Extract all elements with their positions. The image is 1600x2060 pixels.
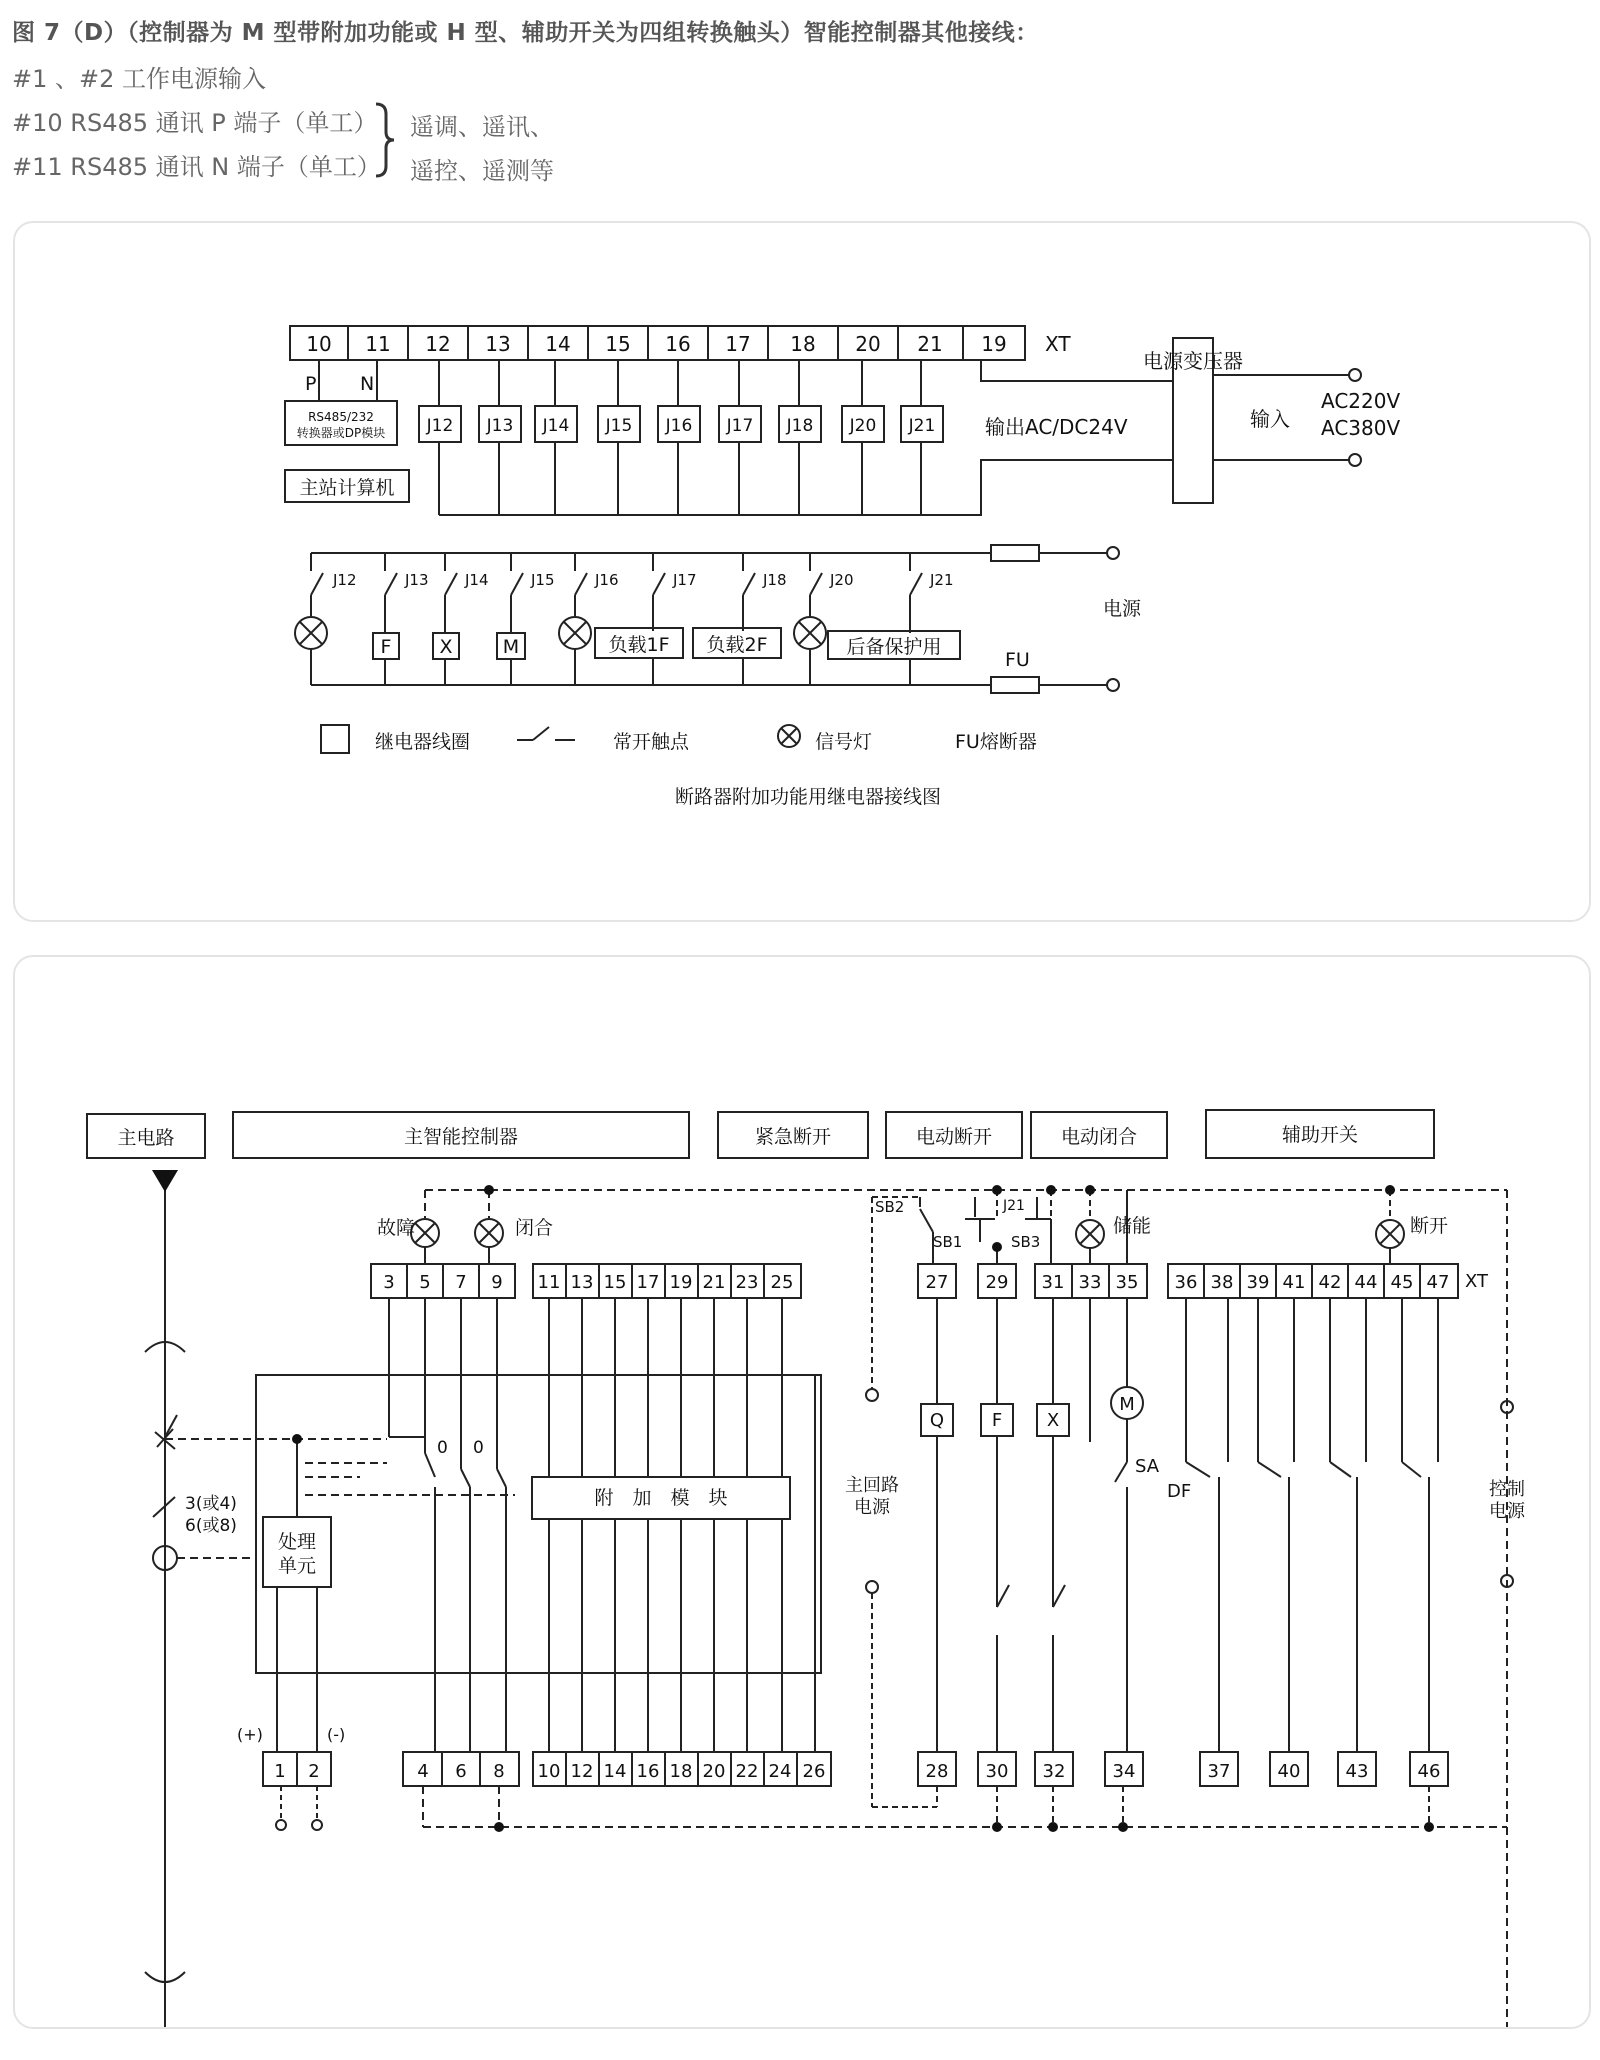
x-coil-label: X — [1046, 1410, 1060, 1431]
terminal-label: 2 — [308, 1761, 320, 1782]
terminal-label: 14 — [545, 332, 571, 356]
relay-coil-label: J18 — [786, 416, 814, 436]
brace-icon — [370, 100, 400, 180]
terminal-label: 19 — [669, 1272, 693, 1293]
transformer-label-text: 电源变压器 — [1143, 349, 1243, 373]
relay-coil-label: J14 — [542, 416, 570, 436]
emergency-off-label: 紧急断开 — [754, 1126, 832, 1148]
main-circuit-label: 主电路 — [117, 1127, 175, 1149]
header-line-1: #1 、#2 工作电源输入 — [12, 65, 267, 93]
terminal-label: 16 — [636, 1761, 660, 1782]
n-label: N — [360, 373, 375, 395]
relay-wiring-diagram — [15, 223, 1589, 920]
ct-label-1: 3(或4) — [185, 1494, 237, 1514]
sa-label: SA — [1135, 1456, 1160, 1477]
contact-label: J13 — [405, 571, 429, 589]
terminal-label: 38 — [1210, 1272, 1234, 1293]
relay-wiring-panel — [13, 221, 1591, 922]
brace-note-2: 遥控、遥测等 — [410, 157, 554, 185]
terminal-label: 6 — [455, 1761, 467, 1782]
load-f-label: F — [380, 636, 392, 658]
xt-label: XT — [1045, 332, 1071, 356]
terminal-label: 42 — [1318, 1272, 1342, 1293]
terminal-label: 34 — [1112, 1761, 1136, 1782]
relay-coil-label: J20 — [849, 416, 877, 436]
main-loop-power-label-2: 电源 — [854, 1497, 890, 1518]
terminal-label: 47 — [1426, 1272, 1450, 1293]
terminal-label: 40 — [1277, 1761, 1301, 1782]
terminal-label: 17 — [725, 332, 751, 356]
ac220-label: AC220V — [1321, 389, 1401, 413]
contact-label: J16 — [595, 571, 619, 589]
fault-label: 故障 — [377, 1217, 416, 1239]
terminal-label: 25 — [770, 1272, 794, 1293]
terminal-label: 11 — [365, 332, 391, 356]
sb3-label: SB3 — [1011, 1233, 1041, 1251]
relay-coil-label: J13 — [486, 416, 514, 436]
relay-coil-label: J12 — [426, 416, 454, 436]
controller-wiring-panel — [13, 955, 1591, 2029]
terminal-label: 43 — [1345, 1761, 1369, 1782]
terminal-label: 7 — [455, 1272, 467, 1293]
terminal-label: 20 — [702, 1761, 726, 1782]
terminal-label: 5 — [419, 1272, 431, 1293]
zero-label: 0 — [437, 1438, 448, 1458]
aux-switch-label: 辅助开关 — [1281, 1124, 1359, 1146]
master-computer-label: 主站计算机 — [299, 477, 395, 499]
terminal-label: 3 — [383, 1272, 395, 1293]
ac380-label: AC380V — [1321, 416, 1401, 440]
terminal-label: 14 — [603, 1761, 627, 1782]
j21-label: J21 — [1003, 1198, 1025, 1214]
terminal-label: 23 — [735, 1272, 759, 1293]
terminal-label: 39 — [1246, 1272, 1270, 1293]
terminal-label: 18 — [669, 1761, 693, 1782]
f-coil-label: F — [991, 1410, 1003, 1431]
terminal-label: 17 — [636, 1272, 660, 1293]
input-label: 输入 — [1250, 407, 1290, 431]
xt-label: XT — [1465, 1271, 1489, 1292]
contact-label: J18 — [763, 571, 787, 589]
terminal-label: 15 — [603, 1272, 627, 1293]
contact-label: J12 — [333, 571, 357, 589]
minus-label: (-) — [327, 1725, 346, 1744]
header-line-2: #10 RS485 通讯 P 端子（单工） — [12, 109, 378, 137]
terminal-label: 30 — [985, 1761, 1009, 1782]
contact-label: J21 — [930, 571, 954, 589]
legend-fuse-label: FU熔断器 — [955, 731, 1037, 753]
terminal-label: 26 — [802, 1761, 826, 1782]
terminal-label: 4 — [417, 1761, 429, 1782]
addon-module-label: 附 加 模 块 — [594, 1487, 728, 1509]
p-label: P — [305, 373, 317, 395]
terminal-label: 24 — [768, 1761, 792, 1782]
terminal-label: 20 — [855, 332, 881, 356]
legend-lamp-label: 信号灯 — [815, 731, 873, 753]
terminal-label: 10 — [306, 332, 332, 356]
legend-contact-label: 常开触点 — [613, 731, 690, 753]
terminal-label: 13 — [570, 1272, 594, 1293]
contact-label: J17 — [673, 571, 697, 589]
legend-coil-label: 继电器线圈 — [375, 731, 471, 753]
terminal-label: 35 — [1115, 1272, 1139, 1293]
page-header — [12, 14, 1572, 189]
terminal-label: 27 — [925, 1272, 949, 1293]
terminal-label: 8 — [493, 1761, 505, 1782]
module-label-2: 转换器或DP模块 — [296, 426, 386, 440]
header-line-3: #11 RS485 通讯 N 端子（单工） — [12, 153, 381, 181]
output-label: 输出AC/DC24V — [985, 415, 1128, 439]
terminal-label: 13 — [485, 332, 511, 356]
contact-label: J14 — [465, 571, 489, 589]
control-power-label-2: 电源 — [1489, 1501, 1525, 1522]
terminal-label: 46 — [1417, 1761, 1441, 1782]
terminal-label: 12 — [570, 1761, 594, 1782]
terminal-label: 41 — [1282, 1272, 1306, 1293]
terminal-label: 28 — [925, 1761, 949, 1782]
page-title: 图 7（D）（控制器为 M 型带附加功能或 H 型、辅助开关为四组转换触头）智能控制器其他接线： — [12, 20, 1039, 46]
load-x-label: X — [439, 636, 453, 658]
terminal-label: 21 — [702, 1272, 726, 1293]
main-controller-label: 主智能控制器 — [403, 1126, 519, 1148]
load-1f-label: 负载1F — [608, 634, 670, 656]
terminal-label: 32 — [1042, 1761, 1066, 1782]
main-loop-power-label-1: 主回路 — [845, 1475, 899, 1496]
load-m-label: M — [502, 636, 520, 658]
power-label: 电源 — [1103, 598, 1142, 620]
q-coil-label: Q — [929, 1410, 945, 1431]
relay-coil-label: J21 — [908, 416, 936, 436]
backup-protection-label: 后备保护用 — [846, 636, 942, 658]
terminal-label: 9 — [491, 1272, 503, 1293]
terminal-label: 33 — [1078, 1272, 1102, 1293]
terminal-label: 31 — [1041, 1272, 1065, 1293]
terminal-label: 11 — [537, 1272, 561, 1293]
control-power-label-1: 控制 — [1489, 1479, 1525, 1500]
controller-wiring-diagram — [15, 957, 1589, 2027]
terminal-label: 44 — [1354, 1272, 1378, 1293]
terminal-label: 12 — [425, 332, 451, 356]
terminal-label: 16 — [665, 332, 691, 356]
terminal-label: 10 — [537, 1761, 561, 1782]
open-label: 断开 — [1410, 1215, 1449, 1237]
sb2-label: SB2 — [875, 1198, 905, 1216]
relay-coil-label: J16 — [665, 416, 693, 436]
contact-label: J20 — [830, 571, 854, 589]
ct-label-2: 6(或8) — [185, 1516, 237, 1536]
diagram-caption: 断路器附加功能用继电器接线图 — [674, 786, 942, 808]
terminal-label: 22 — [735, 1761, 759, 1782]
transformer-label — [1143, 349, 1243, 373]
plus-label: (+) — [237, 1725, 263, 1744]
process-unit-label-1: 处理 — [277, 1531, 317, 1553]
relay-coil-label: J17 — [726, 416, 754, 436]
load-2f-label: 负载2F — [706, 634, 768, 656]
store-label: 储能 — [1113, 1215, 1152, 1237]
zero-label: 0 — [473, 1438, 484, 1458]
terminal-label: 1 — [274, 1761, 286, 1782]
terminal-label: 19 — [981, 332, 1007, 356]
terminal-label: 21 — [917, 332, 943, 356]
sb1-label: SB1 — [933, 1233, 963, 1251]
motor-on-label: 电动闭合 — [1060, 1126, 1138, 1148]
motor-off-label: 电动断开 — [915, 1126, 993, 1148]
module-label-1: RS485/232 — [308, 410, 374, 424]
motor-label: M — [1119, 1394, 1135, 1415]
relay-coil-label: J15 — [605, 416, 633, 436]
contact-label: J15 — [531, 571, 555, 589]
terminal-label: 37 — [1207, 1761, 1231, 1782]
terminal-label: 18 — [790, 332, 816, 356]
process-unit-label-2: 单元 — [277, 1555, 317, 1577]
df-label: DF — [1167, 1481, 1192, 1502]
terminal-label: 29 — [985, 1272, 1009, 1293]
terminal-label: 45 — [1390, 1272, 1414, 1293]
terminal-label: 15 — [605, 332, 631, 356]
brace-note-1: 遥调、遥讯、 — [410, 113, 554, 141]
fuse-label: FU — [1005, 649, 1030, 671]
close-label: 闭合 — [515, 1217, 554, 1239]
terminal-label: 36 — [1174, 1272, 1198, 1293]
